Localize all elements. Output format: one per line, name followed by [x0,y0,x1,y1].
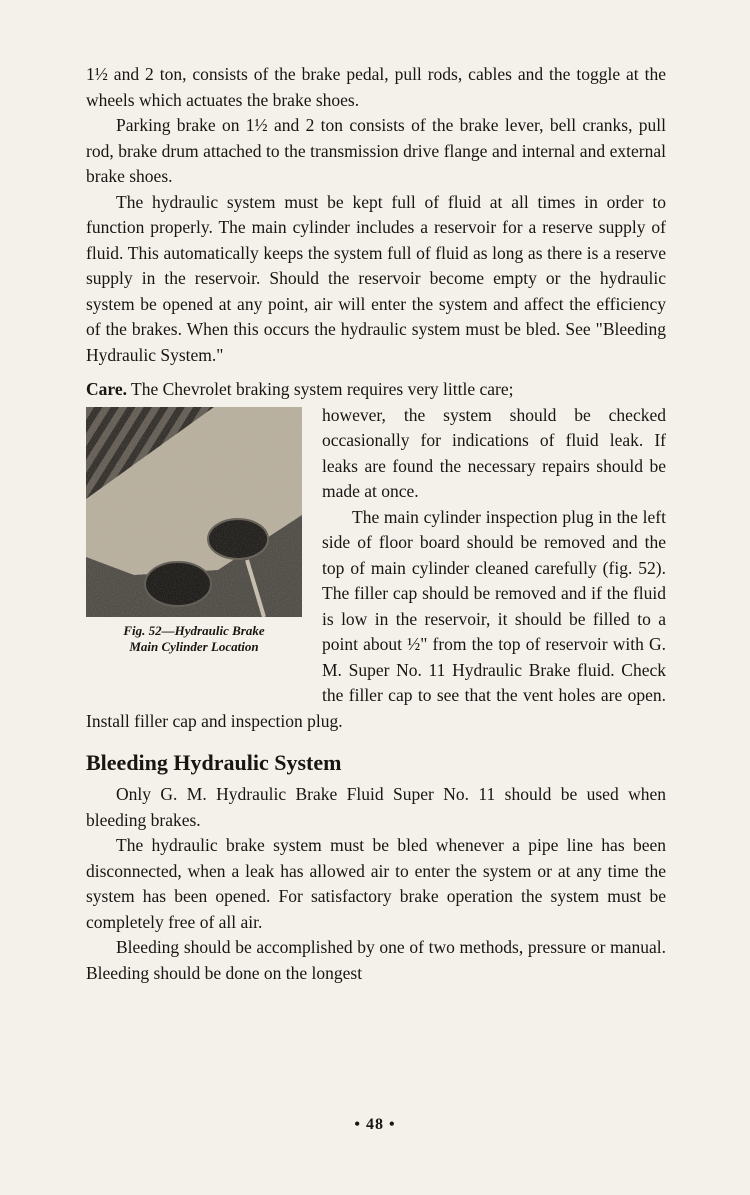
paragraph-parking-brake: Parking brake on 1½ and 2 ton consists of the brake lever, bell cranks, pull rod, brake drum attached to the transmission drive flange and internal and external brake shoes. [86,115,666,186]
figure-caption-line1: Fig. 52—Hydraulic Brake [123,622,265,638]
paragraph-care-wrap: however, the system should be checked occasionally for indications of fluid leak. If leaks are found the necessary repairs should be made at once. [322,404,666,501]
figure-52 [86,407,302,655]
floorboard-photo [86,407,302,617]
paragraph-bleeding-fluid: Only G. M. Hydraulic Brake Fluid Super No. 11 should be used when bleeding brakes. [86,784,666,830]
page-number: • 48 • [354,1115,396,1133]
photo-grain [86,407,302,617]
paragraph-brake-pedal: 1½ and 2 ton, consists of the brake pedal, pull rods, cables and the toggle at the wheels which actuates the brake shoes. [86,64,666,110]
section-heading-bleeding: Bleeding Hydraulic System [86,750,342,775]
paragraph-bleeding-methods: Bleeding should be accomplished by one of two methods, pressure or manual. Bleeding should be done on the longest [86,937,666,983]
paragraph-care-intro [86,377,666,403]
figure-caption [86,623,302,655]
paragraph-main-cylinder-plug: The main cylinder inspection plug in the left side of floor board should be removed and the top of main cylinder cleaned carefully (fig. 52). The filler cap should be removed and if the fluid is low in the reservoir, it should be filled to a point about ½" from the top of reservoir with G. M. Super No. 11 Hydraulic Brake fluid. Check the filler cap to see that the vent holes are open. Install filler cap and inspection plug. [86,506,666,731]
care-label: Care. [86,379,127,399]
paragraph-bleeding-when: The hydraulic brake system must be bled whenever a pipe line has been disconnected, when a leak has allowed air to enter the system or at any time the system has been opened. For satisfactory brake operation the system must be completely free of all air. [86,835,666,932]
figure-caption-line2: Main Cylinder Location [129,638,259,654]
care-text: The Chevrolet braking system requires very little care; [131,379,514,399]
paragraph-hydraulic-system: The hydraulic system must be kept full of fluid at all times in order to function properly. The main cylinder includes a reservoir for a reserve supply of fluid. This automatically keeps the system full of fluid as long as there is a reserve supply in the reservoir. Should the reservoir become empty or the hydraulic system be opened at any point, air will enter the system and affect the efficiency of the brakes. When this occurs the hydraulic system must be bled. See "Bleeding Hydraulic System." [86,191,666,365]
